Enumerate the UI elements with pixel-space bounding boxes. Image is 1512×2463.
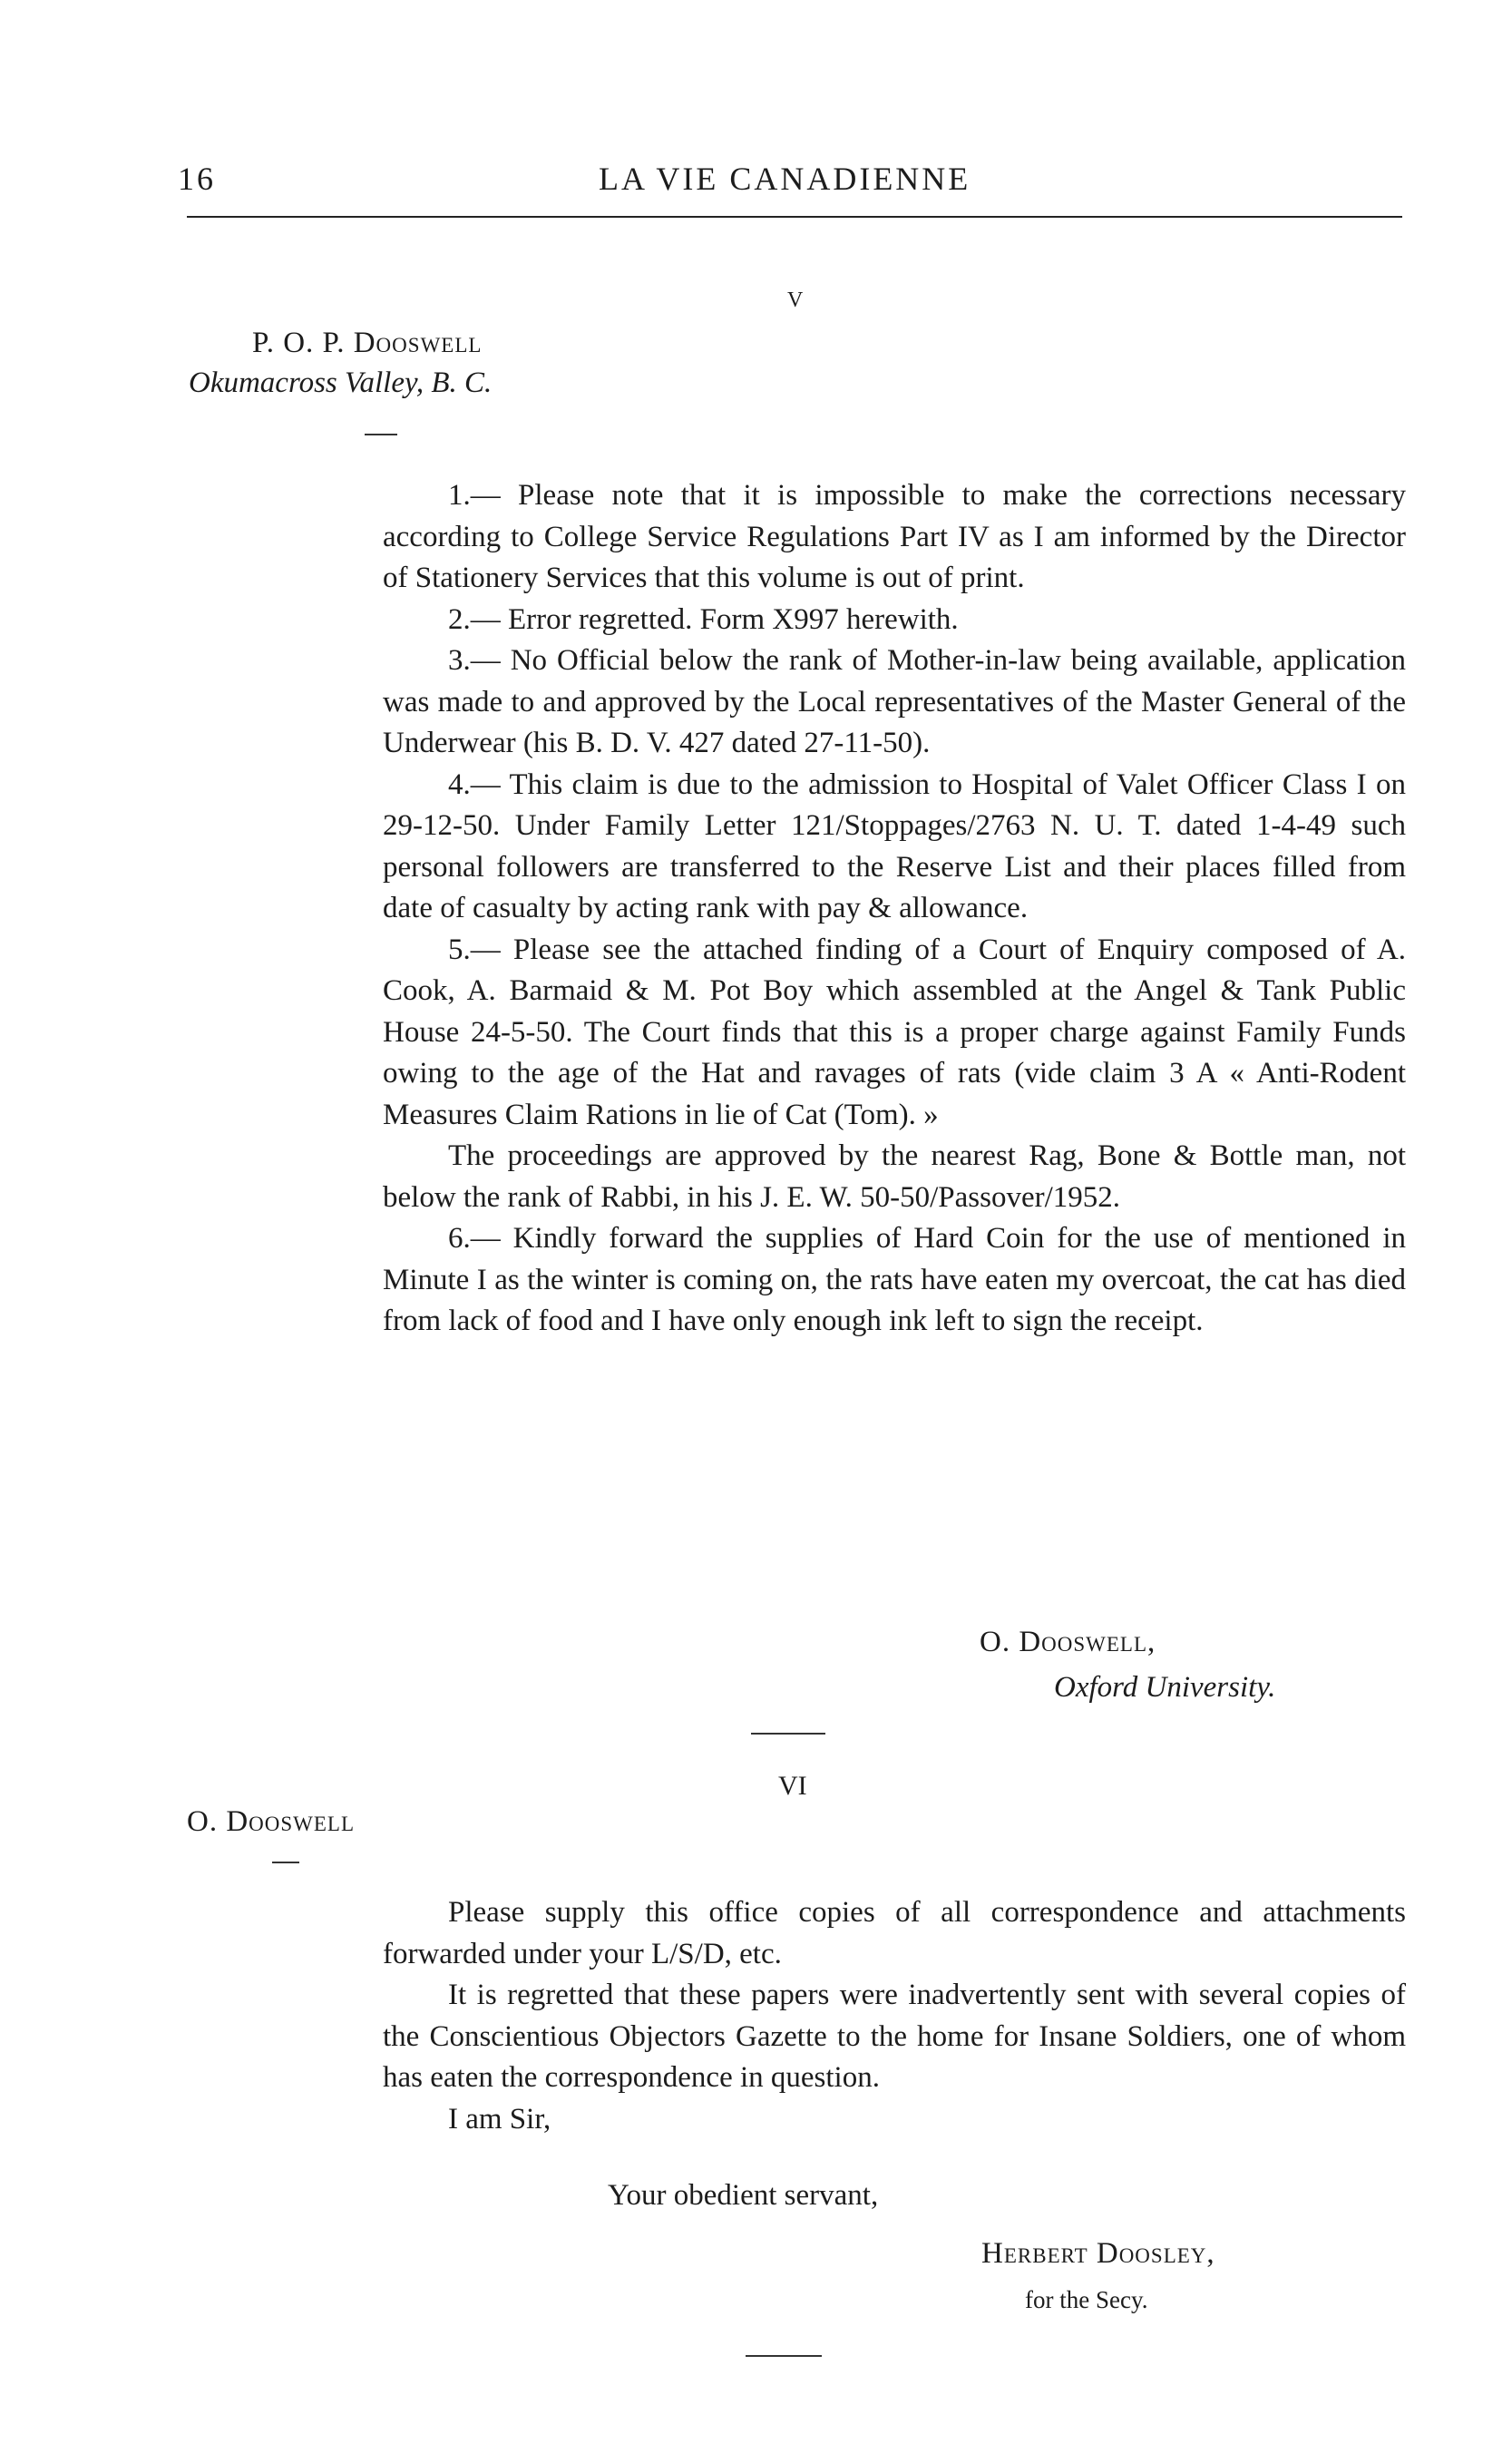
section-marker-v: V — [787, 288, 804, 312]
addressee-dash-vi — [272, 1862, 299, 1863]
valediction: Your obedient servant, — [608, 2179, 879, 2212]
paragraph-request: Please supply this office copies of all correspondence and attachments forwarded under your L/S/D, etc. — [383, 1896, 1406, 1970]
paragraph-regret: It is regretted that these papers were inadvertently sent with several copies of the Conscientious Objectors Gazette to the home for Insane Soldiers, one of whom has eaten the correspondence in question. — [383, 1979, 1406, 2094]
running-title: LA VIE CANADIENNE — [599, 161, 971, 197]
signature-place: Oxford University. — [1054, 1671, 1276, 1704]
page-number: 16 — [178, 161, 216, 197]
addressee-name: P. O. P. Dooswell — [252, 327, 483, 359]
paragraph-4: 4.— This claim is due to the admission to Hospital of Valet Officer Class I on 29-12-50. Under Family Letter 121/Stoppages/2763 N. U. T. dated 1-4-49 such personal followers are transferred to the Reserve List and their places filled from date of casualty by acting rank with pay & allowance. — [383, 767, 1406, 924]
paragraph-2: 2.— Error regretted. Form X997 herewith. — [448, 602, 959, 636]
addressee-dash — [365, 434, 397, 435]
paragraph-5: 5.— Please see the attached finding of a Court of Enquiry composed of A. Cook, A. Barmaid & M. Pot Boy which assembled at the Angel & Tank Public House 24-5-50. The Court finds that this is a proper charge against Family Funds owing to the age of the Hat and ravages of rats (vide claim 3 A « Anti-Rodent Measures Claim Rations in lie of Cat (Tom). » — [383, 933, 1406, 1131]
paragraph-3: 3.— No Official below the rank of Mother-in-law being available, application was made to and approved by the Local representatives of the Master General of the Underwear (his B. D. V. 427 dated 27-11-50). — [383, 644, 1406, 759]
signature-name-vi: Herbert Doosley, — [981, 2237, 1215, 2270]
closing-line: I am Sir, — [448, 2102, 551, 2136]
section-marker-vi: VI — [778, 1771, 807, 1801]
end-divider — [746, 2355, 822, 2357]
addressee-name-vi: O. Dooswell — [187, 1805, 356, 1838]
paragraph-5-continued: The proceedings are approved by the nearest Rag, Bone & Bottle man, not below the rank of Rabbi, in his J. E. W. 50-50/Passover/1952. — [383, 1139, 1406, 1214]
addressee-location: Okumacross Valley, B. C. — [189, 367, 493, 399]
header-rule — [187, 216, 1402, 218]
signature-role: for the Secy. — [1025, 2286, 1148, 2313]
section-v-body — [383, 475, 1406, 1343]
signature-name: O. Dooswell, — [980, 1626, 1156, 1658]
paragraph-1: 1.— Please note that it is impossible to make the corrections necessary according to College Service Regulations Part IV as I am informed by the Director of Stationery Services that this volume is out of print. — [383, 479, 1406, 594]
section-divider — [751, 1733, 825, 1735]
section-vi-body — [383, 1892, 1406, 2140]
paragraph-6: 6.— Kindly forward the supplies of Hard Coin for the use of mentioned in Minute I as the winter is coming on, the rats have eaten my overcoat, the cat has died from lack of food and I have only enough ink left to sign the receipt. — [383, 1222, 1406, 1337]
